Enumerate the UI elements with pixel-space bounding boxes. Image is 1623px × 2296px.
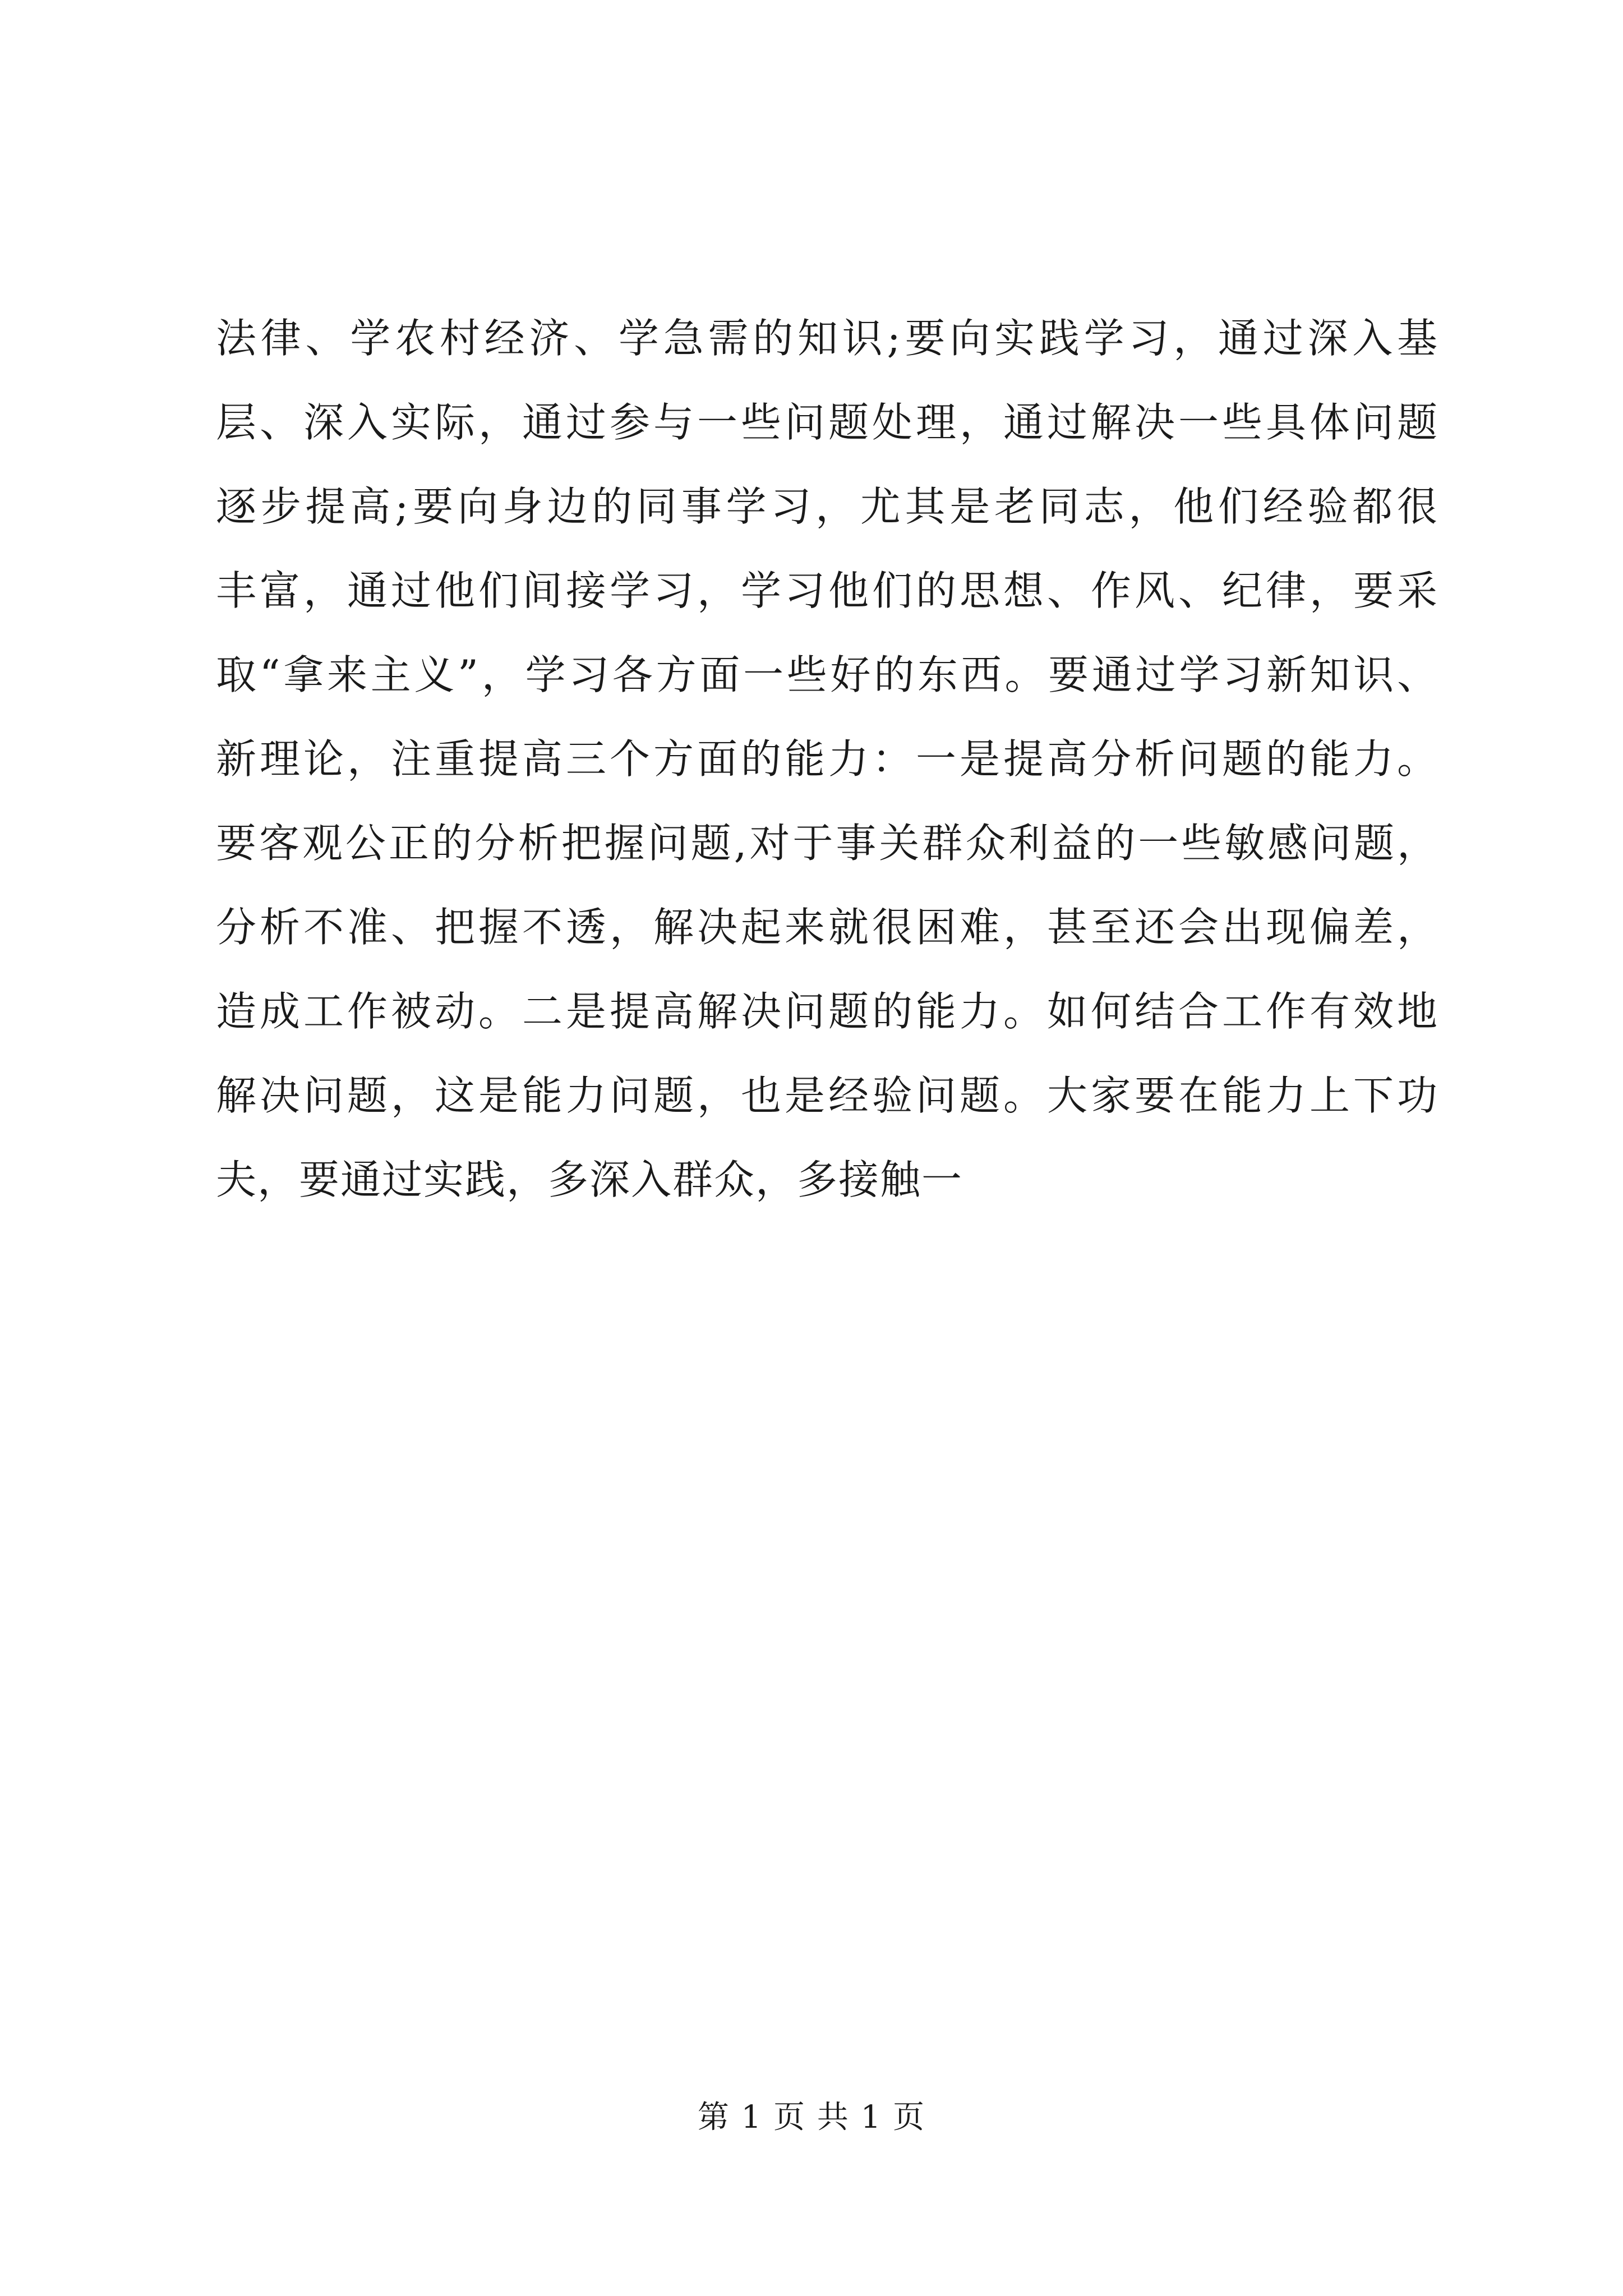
text-line: 取“拿来主义”，学习各方面一些好的东西。要通过学习新知识、 (216, 651, 1438, 698)
text-line: 分析不准、把握不透，解决起来就很困难，甚至还会出现偏差， (216, 904, 1438, 951)
text-line: 丰富，通过他们间接学习，学习他们的思想、作风、纪律，要采 (216, 567, 1438, 614)
text-line: 法律、学农村经济、学急需的知识;要向实践学习，通过深入基 (216, 315, 1438, 362)
text-line: 解决问题，这是能力问题，也是经验问题。大家要在能力上下功 (216, 1072, 1438, 1119)
text-line: 层、深入实际，通过参与一些问题处理，通过解决一些具体问题 (216, 399, 1438, 446)
text-line: 夫，要通过实践，多深入群众，多接触一 (216, 1156, 963, 1203)
page-number-footer: 第 1 页 共 1 页 (697, 2099, 926, 2136)
text-line: 要客观公正的分析把握问题,对于事关群众利益的一些敏感问题， (216, 820, 1438, 867)
text-line: 逐步提高;要向身边的同事学习，尤其是老同志，他们经验都很 (216, 483, 1438, 530)
text-line: 造成工作被动。二是提高解决问题的能力。如何结合工作有效地 (216, 988, 1438, 1035)
text-line: 新理论，注重提高三个方面的能力：一是提高分析问题的能力。 (216, 735, 1438, 783)
body-paragraph (216, 296, 1438, 1222)
